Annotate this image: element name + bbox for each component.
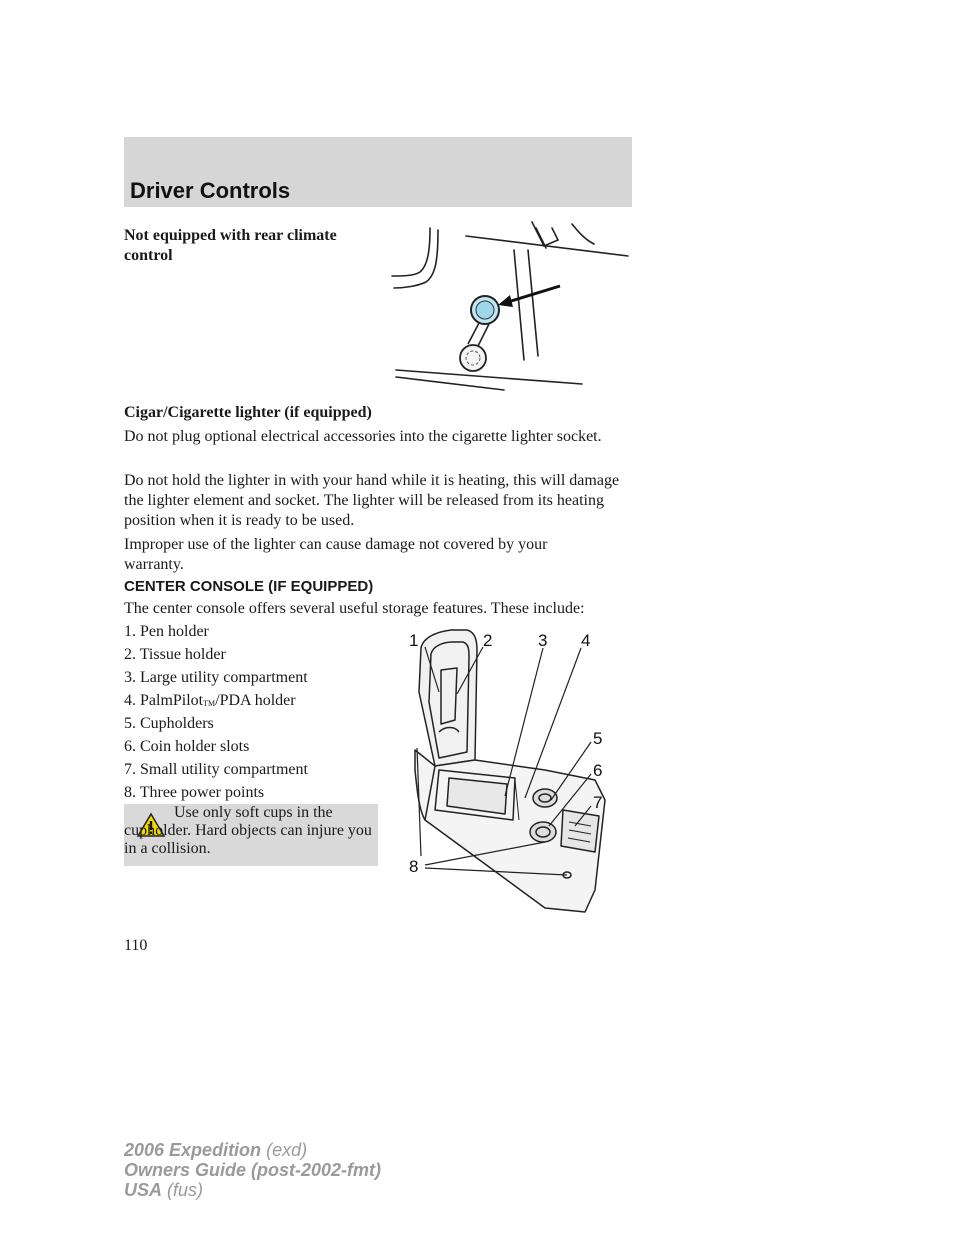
list-item-label: 4. PalmPilot [124, 692, 204, 709]
console-heading: CENTER CONSOLE (IF EQUIPPED) [124, 578, 374, 595]
document-footer: 2006 Expedition (exd) Owners Guide (post-2002-fmt) USA (fus) [124, 1140, 382, 1200]
lighter-heading: Cigar/Cigarette lighter (if equipped) [124, 404, 372, 421]
lighter-knob-icon [460, 345, 486, 371]
callout-3: 3 [538, 631, 548, 650]
console-feature-list [124, 620, 308, 804]
console-intro: The center console offers several useful storage features. These include: [124, 600, 585, 617]
arrow-icon [498, 286, 560, 307]
figure-caption: Not equipped with rear climate control [124, 227, 337, 264]
warning-box [124, 804, 378, 866]
lighter-socket-icon [471, 296, 499, 324]
callout-8: 8 [409, 857, 419, 876]
list-item-suffix: /PDA holder [215, 692, 296, 709]
lighter-paragraph-1: Do not plug optional electrical accessories into the cigarette lighter socket. [124, 428, 602, 445]
warning-text: Use only soft cups in the cupholder. Hard objects can injure you in a collision. [124, 804, 372, 857]
callout-6: 6 [593, 761, 603, 780]
list-item: 8. Three power points [124, 784, 265, 801]
lighter-paragraph-3: Improper use of the lighter can cause damage not covered by your warranty. [124, 536, 548, 573]
section-header [124, 137, 632, 207]
callout-5: 5 [593, 729, 603, 748]
callout-4: 4 [581, 631, 591, 650]
list-item: 7. Small utility compartment [124, 761, 308, 778]
list-item: 5. Cupholders [124, 715, 214, 732]
list-item [124, 689, 308, 712]
callout-1: 1 [409, 631, 419, 650]
page-number: 110 [124, 937, 148, 954]
lighter-illustration [390, 220, 635, 395]
center-console-illustration [395, 620, 635, 920]
list-item: 1. Pen holder [124, 623, 209, 640]
list-item: 2. Tissue holder [124, 646, 226, 663]
section-title: Driver Controls [130, 178, 291, 203]
list-item: 6. Coin holder slots [124, 738, 250, 755]
callout-2: 2 [483, 631, 493, 650]
list-item: 3. Large utility compartment [124, 669, 308, 686]
lighter-paragraph-2: Do not hold the lighter in with your hand while it is heating, this will damage the lighter element and socket. The lighter will be released from its heating position when it is ready to be used. [124, 472, 620, 529]
callout-7: 7 [593, 793, 603, 812]
trademark-mark: TM [203, 699, 216, 708]
